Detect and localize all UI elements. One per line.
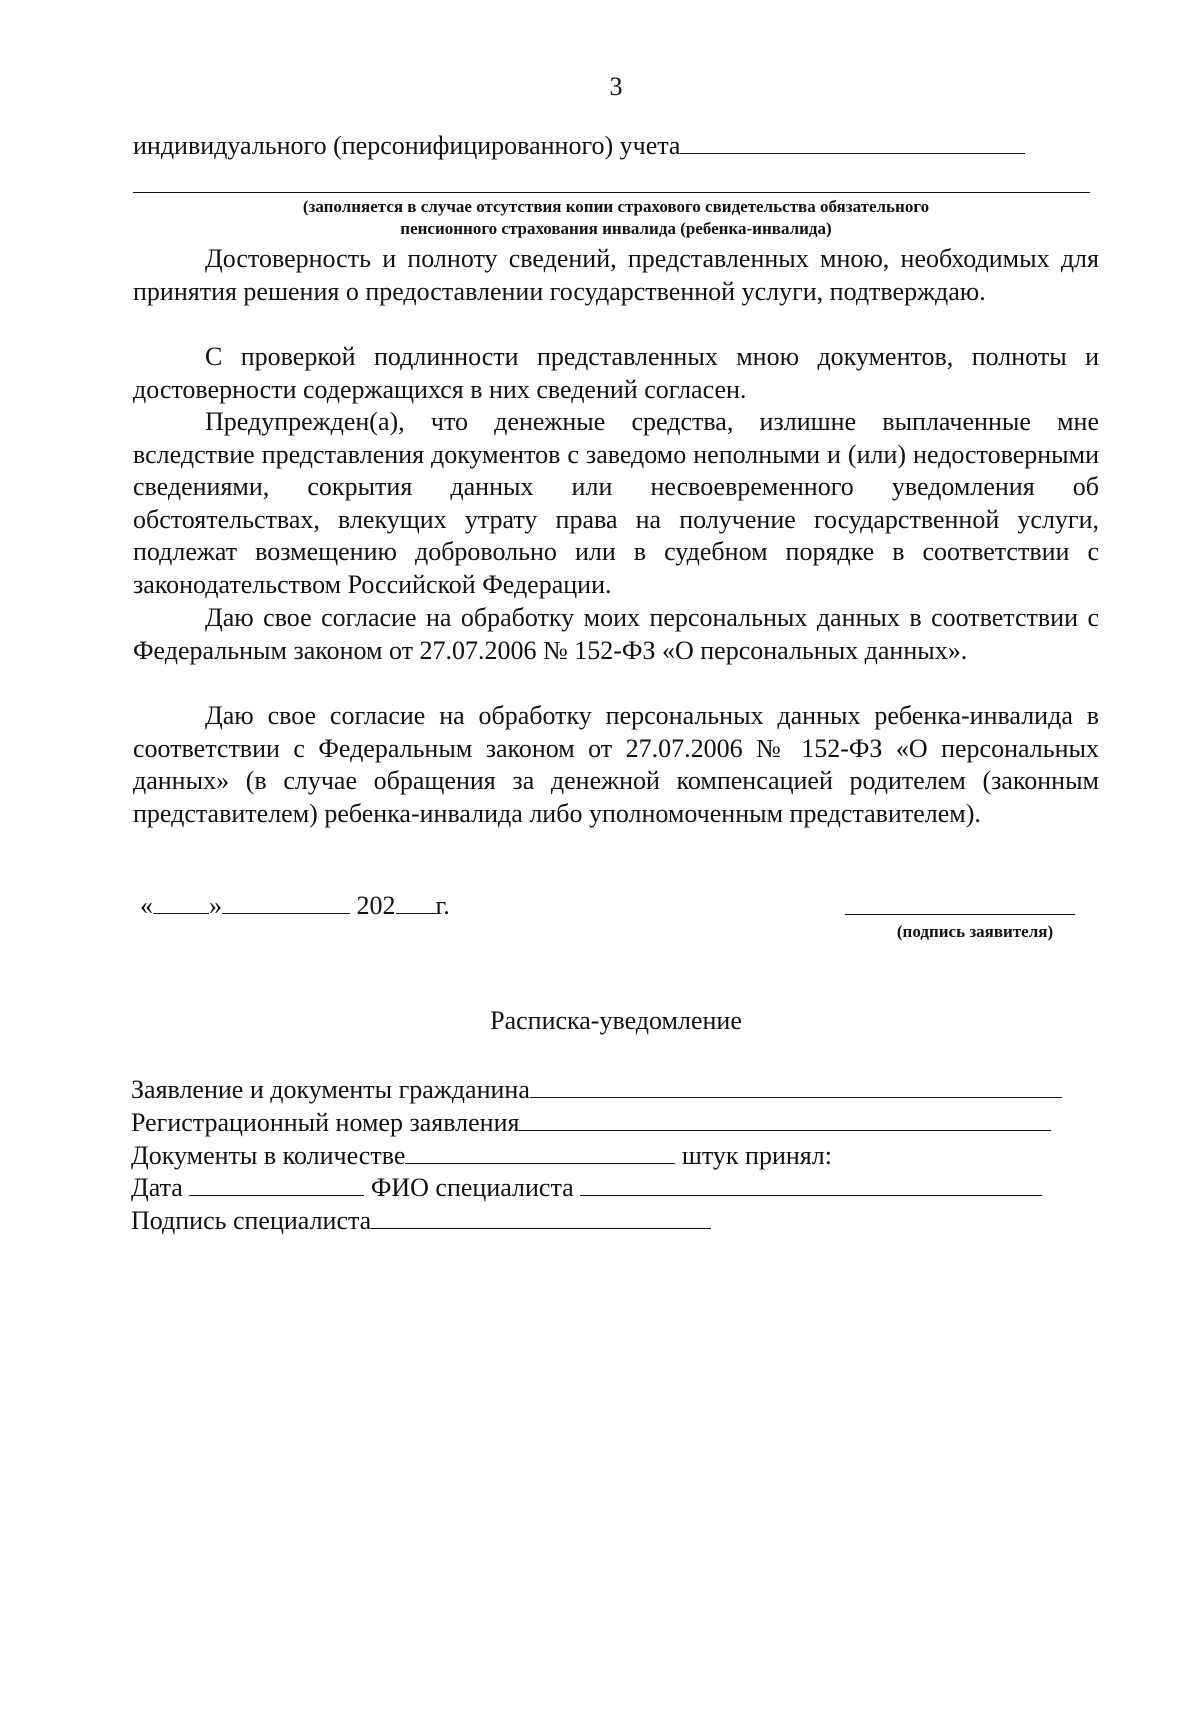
receipt-docs-count-row xyxy=(131,1140,832,1172)
paragraph-verification: С проверкой подлинности представленных мною документов, полноты и достоверности содержащихся в них сведений согласен. xyxy=(133,342,1099,404)
date-close-quote: » xyxy=(209,891,222,920)
receipt-date-blank[interactable] xyxy=(189,1173,364,1196)
receipt-docs-count-blank[interactable] xyxy=(405,1141,675,1164)
receipt-title: Расписка-уведомление xyxy=(490,1006,742,1035)
date-year-suffix: г. xyxy=(435,891,450,920)
insurance-note-line-1: (заполняется в случае отсутствия копии страхового свидетельства обязательного xyxy=(302,197,930,216)
page-number: 3 xyxy=(609,72,623,101)
date-line xyxy=(140,890,450,922)
receipt-specialist-signature-label: Подпись специалиста xyxy=(131,1206,372,1235)
paragraph-consent-personal: Даю свое согласие на обработку моих персональных данных в соответствии с Федеральным законом от 27.07.2006 № 152-ФЗ «О персональных данных». xyxy=(133,603,1099,665)
receipt-application-row xyxy=(131,1074,1062,1106)
insurance-number-field xyxy=(133,130,1025,162)
insurance-number-label: индивидуального (персонифицированного) учета xyxy=(133,131,681,160)
date-open-quote: « xyxy=(140,891,153,920)
date-month-blank[interactable] xyxy=(222,891,350,914)
paragraph-accuracy: Достоверность и полноту сведений, представленных мною, необходимых для принятия решения о предоставлении государственной услуги, подтверждаю. xyxy=(133,244,1099,306)
paragraph-warning: Предупрежден(а), что денежные средства, излишне выплаченные мне вследствие представления документов с заведомо неполными и (или) недостоверными сведениями, сокрытия данных или несвоевременного уведомления об обстоятельствах, влекущих утрату права на получение государственной услуги, подлежат возмещению добровольно или в судебном порядке в соответствии с законодательством Российской Федерации. xyxy=(133,407,1099,599)
applicant-signature-line[interactable] xyxy=(845,914,1075,915)
receipt-application-label: Заявление и документы гражданина xyxy=(131,1075,530,1104)
receipt-specialist-signature-row xyxy=(131,1205,711,1237)
paragraph-consent-child: Даю свое согласие на обработку персональных данных ребенка-инвалида в соответствии с Федеральным законом от 27.07.2006 № 152-ФЗ «О персональных данных» (в случае обращения за денежной компенсацией родителем (законным представителем) ребенка-инвалида либо уполномоченным представителем). xyxy=(133,701,1099,828)
date-day-blank[interactable] xyxy=(153,891,209,914)
receipt-docs-count-label: Документы в количестве xyxy=(131,1141,406,1170)
applicant-signature-caption: (подпись заявителя) xyxy=(896,922,1054,941)
receipt-reg-number-label: Регистрационный номер заявления xyxy=(131,1108,520,1137)
insurance-number-blank[interactable] xyxy=(680,131,1025,154)
date-year-blank[interactable] xyxy=(396,891,436,914)
date-year-prefix: 202 xyxy=(356,891,396,920)
receipt-specialist-name-label: ФИО специалиста xyxy=(370,1173,574,1202)
insurance-note-line-2: пенсионного страхования инвалида (ребенка-инвалида) xyxy=(400,219,832,238)
receipt-reg-number-row xyxy=(131,1107,1051,1139)
receipt-specialist-signature-blank[interactable] xyxy=(371,1206,711,1229)
receipt-application-blank[interactable] xyxy=(530,1075,1062,1098)
receipt-docs-accepted-label: штук принял: xyxy=(681,1141,832,1170)
receipt-date-specialist-row xyxy=(131,1172,1042,1204)
receipt-date-label: Дата xyxy=(131,1173,183,1202)
receipt-reg-number-blank[interactable] xyxy=(519,1108,1051,1131)
receipt-specialist-name-blank[interactable] xyxy=(580,1173,1042,1196)
insurance-number-continuation-line[interactable] xyxy=(133,192,1090,193)
